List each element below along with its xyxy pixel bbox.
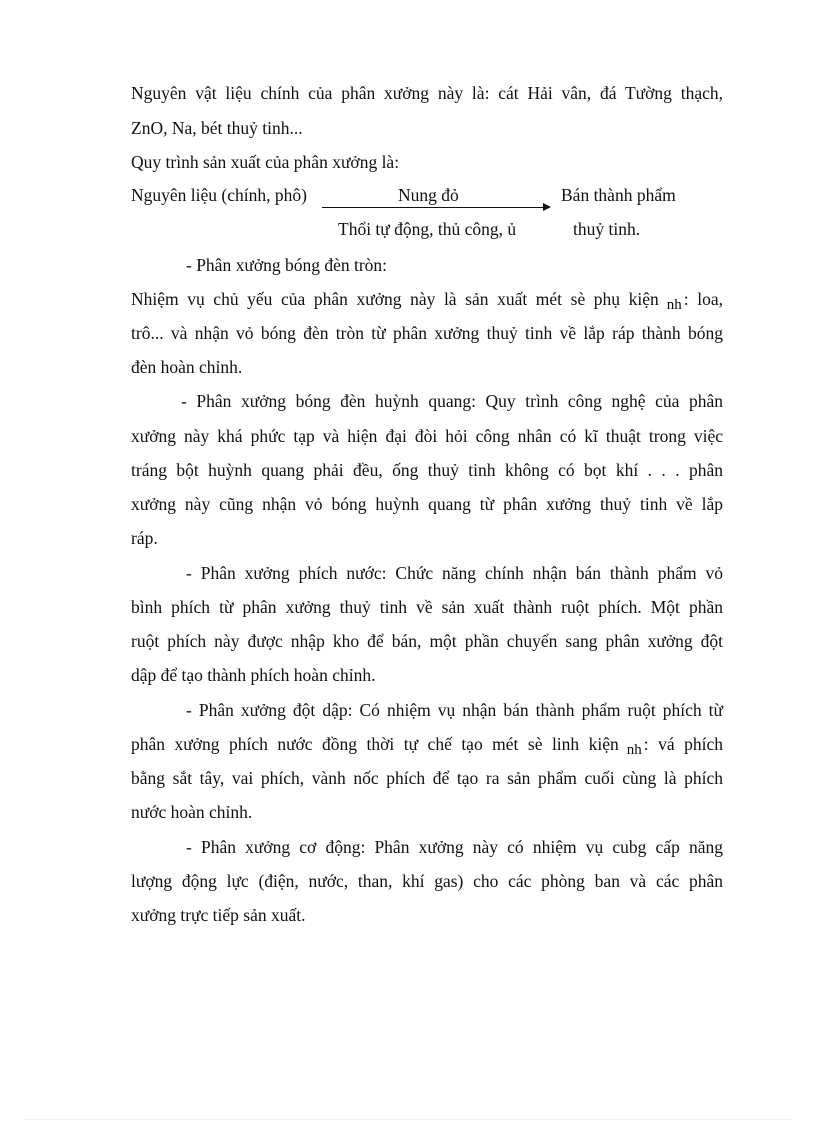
- paragraph-thermos-line-1: - Phân xưởng phích nước: Chức năng chính nhận bán thành phẩm vỏ: [186, 563, 723, 583]
- paragraph-stamping-line-4: nước hoàn chỉnh.: [131, 802, 253, 822]
- paragraph-incandescent-line-3: đèn hoàn chỉnh.: [131, 357, 243, 377]
- flow-step-top-label: Nung đỏ: [398, 185, 459, 205]
- paragraph-thermos-line-4: dập để tạo thành phích hoàn chỉnh.: [131, 665, 376, 685]
- text-span: : vá phích: [643, 734, 723, 754]
- subscript-note: nh: [626, 742, 642, 758]
- page-bottom-divider: [25, 1119, 791, 1120]
- paragraph-thermos-line-3: ruột phích này được nhập kho để bán, một phần chuyển sang phân xưởng đột: [131, 631, 723, 651]
- paragraph-fluorescent-line-5: ráp.: [131, 528, 158, 548]
- paragraph-stamping-line-1: - Phân xưởng đột dập: Có nhiệm vụ nhận bán thành phẩm ruột phích từ: [186, 700, 723, 720]
- paragraph-fluorescent-line-2: xưởng này khá phức tạp và hiện đại đòi hỏi công nhân có kĩ thuật trong việc: [131, 426, 723, 446]
- process-intro: Quy trình sản xuất của phân xưởng là:: [131, 152, 400, 172]
- paragraph-stamping-line-2: [131, 733, 723, 757]
- paragraph-mechanical-line-2: lượng động lực (điện, nước, than, khí gas) cho các phòng ban và các phân: [131, 871, 723, 891]
- paragraph-incandescent-line-2: trô... và nhận vỏ bóng đèn tròn từ phân xưởng thuỷ tinh về lắp ráp thành bóng: [131, 323, 723, 343]
- paragraph-materials-line-2: ZnO, Na, bét thuỷ tinh...: [131, 118, 303, 138]
- flow-output-label: Bán thành phẩm: [561, 185, 676, 205]
- flow-input-label: Nguyên liệu (chính, phô): [131, 185, 307, 205]
- flow-output-label-2: thuỷ tinh.: [573, 219, 641, 239]
- paragraph-fluorescent-line-3: tráng bột huỳnh quang phải đều, ống thuỷ tinh không có bọt khí . . . phân: [131, 460, 723, 480]
- paragraph-mechanical-line-1: - Phân xưởng cơ động: Phân xưởng này có nhiệm vụ cubg cấp năng: [186, 837, 723, 857]
- paragraph-stamping-line-3: bằng sắt tây, vai phích, vành nốc phích để tạo ra sản phẩm cuối cùng là phích: [131, 768, 723, 788]
- text-span: Nhiệm vụ chủ yếu của phân xưởng này là sản xuất mét sè phụ kiện: [131, 289, 659, 309]
- paragraph-fluorescent-line-1: - Phân xưởng bóng đèn huỳnh quang: Quy trình công nghệ của phân: [181, 391, 723, 411]
- flow-arrow-head-icon: [543, 203, 551, 211]
- text-span: phân xưởng phích nước đồng thời tự chế tạo mét sè linh kiện: [131, 734, 619, 754]
- paragraph-fluorescent-line-4: xưởng này cũng nhận vỏ bóng huỳnh quang từ phân xưởng thuỷ tinh về lắp: [131, 494, 723, 514]
- flow-step-bottom-label: Thổi tự động, thủ công, ủ: [338, 219, 517, 239]
- section-heading-incandescent: - Phân xưởng bóng đèn tròn:: [186, 255, 388, 275]
- paragraph-incandescent-line-1: [131, 288, 723, 312]
- text-span: : loa,: [683, 289, 723, 309]
- paragraph-thermos-line-2: bình phích từ phân xưởng thuỷ tinh về sản xuất thành ruột phích. Một phần: [131, 597, 723, 617]
- paragraph-mechanical-line-3: xưởng trực tiếp sản xuất.: [131, 905, 306, 925]
- subscript-note: nh: [666, 297, 682, 313]
- flow-arrow-line: [322, 207, 546, 208]
- paragraph-materials-line-1: Nguyên vật liệu chính của phân xưởng này là: cát Hải vân, đá Tường thạch,: [131, 83, 723, 103]
